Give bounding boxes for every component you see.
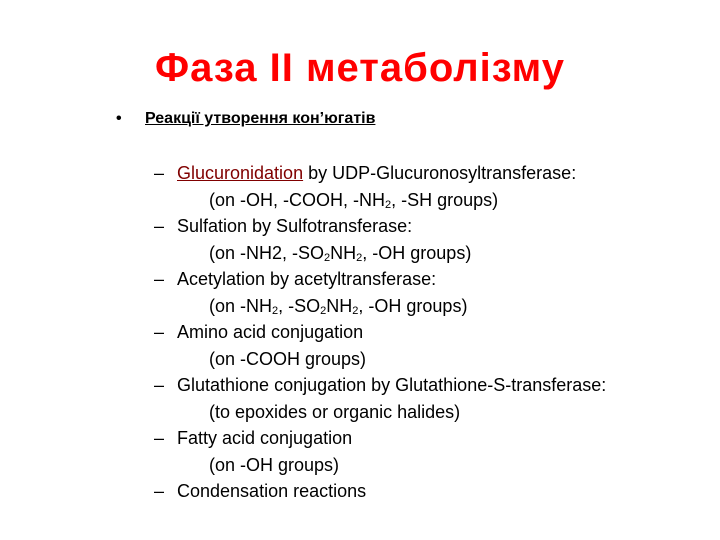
dash-marker: –	[154, 269, 165, 289]
item-subtext: (on -NH2, $-SO_2NH_2$, -OH groups)	[209, 242, 472, 264]
list-item	[154, 319, 694, 372]
list-item	[154, 425, 694, 478]
item-subtext: (on -OH groups)	[209, 454, 340, 475]
item-subtext: (to epoxides or organic halides)	[209, 401, 461, 422]
list-item	[154, 372, 694, 425]
slide-title: Фаза II метаболізму	[155, 46, 565, 90]
item-subtext: (on -COOH groups)	[209, 348, 367, 369]
reaction-list	[154, 160, 694, 505]
item-text: by UDP-Glucuronosyltransferase:	[303, 163, 577, 183]
dash-marker: –	[154, 216, 165, 236]
item-text: Fatty acid conjugation	[177, 428, 353, 448]
dash-marker: –	[154, 163, 165, 183]
list-item	[154, 266, 694, 319]
item-text: Amino acid conjugation	[177, 322, 364, 342]
dash-marker: –	[154, 481, 165, 501]
main-bullet	[116, 110, 375, 128]
dash-marker: –	[154, 322, 165, 342]
dash-marker: –	[154, 428, 165, 448]
item-text: Acetylation by acetyltransferase:	[177, 269, 437, 289]
bullet-text: Реакції утворення кон’югатів	[145, 110, 376, 127]
highlight-term: Glucuronidation	[177, 163, 304, 183]
item-subtext: (on $-NH_2$, $-SO_2NH_2$, -OH groups)	[209, 295, 468, 317]
bullet-marker: •	[116, 110, 122, 127]
dash-marker: –	[154, 375, 165, 395]
item-text: Glutathione conjugation by Glutathione-S-transferase:	[177, 375, 607, 395]
item-text: Condensation reactions	[177, 481, 367, 501]
list-item	[154, 478, 694, 505]
item-subtext: (on -OH, -COOH, $-NH_2$, -SH groups)	[209, 189, 499, 211]
list-item	[154, 213, 694, 266]
list-item	[154, 160, 694, 213]
item-text: Sulfation by Sulfotransferase:	[177, 216, 413, 236]
